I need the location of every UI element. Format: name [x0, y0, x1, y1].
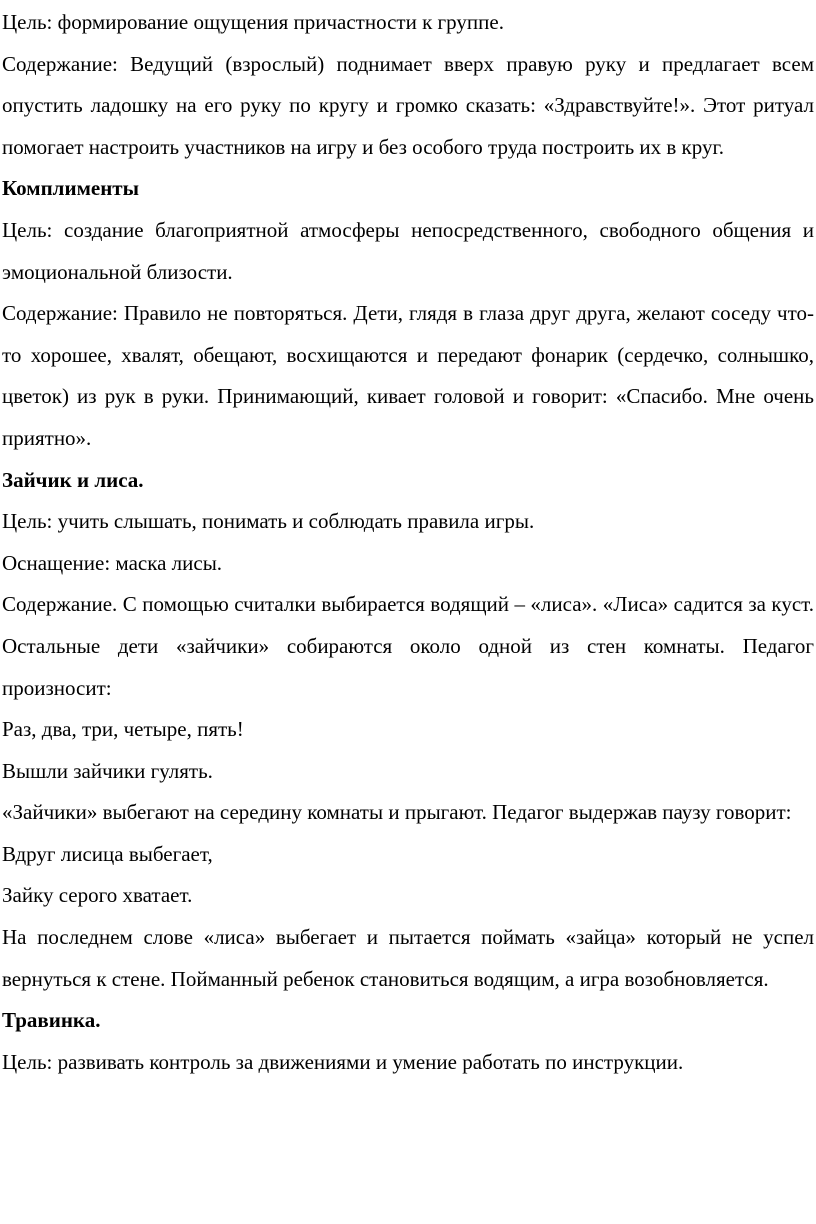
verse-line-1: Раз, два, три, четыре, пять!: [2, 717, 244, 742]
verse-line-3: Вдруг лисица выбегает,: [2, 841, 213, 866]
paragraph-goal-belonging: Цель: формирование ощущения причастности к группе.: [2, 10, 504, 34]
paragraph-goal-control: Цель: развивать контроль за движениями и умение работать по инструкции.: [2, 1049, 684, 1074]
heading-bunny-and-fox: Зайчик и лиса.: [2, 467, 144, 492]
paragraph-fox-catches: На последнем слове «лиса» выбегает и пытается поймать «зайца» который не успел вернуться к стене. Пойманный ребенок становиться водящим, а игра возобновляется.: [2, 925, 814, 991]
verse-line-4: Зайку серого хватает.: [2, 883, 193, 908]
paragraph-content-counting: Содержание. С помощью считалки выбирается водящий – «лиса». «Лиса» садится за куст. Остальные дети «зайчики» собираются около одной из стен комнаты. Педагог произносит:: [2, 592, 814, 700]
paragraph-bunnies-run: «Зайчики» выбегают на середину комнаты и прыгают. Педагог выдержав паузу говорит:: [2, 800, 792, 825]
paragraph-content-compliments: Содержание: Правило не повторяться. Дети, глядя в глаза друг друга, желают соседу что-то хорошее, хвалят, обещают, восхищаются и передают фонарик (сердечко, солнышко, цветок) из рук в руки. Принимающий, кивает головой и говорит: «Спасибо. Мне очень приятно».: [2, 301, 814, 450]
paragraph-equipment: Оснащение: маска лисы.: [2, 550, 223, 575]
paragraph-goal-atmosphere: Цель: создание благоприятной атмосферы непосредственного, свободного общения и эмоциональной близости.: [2, 217, 814, 284]
heading-grass-blade: Травинка.: [2, 1008, 101, 1033]
heading-compliments: Комплименты: [2, 176, 140, 201]
paragraph-goal-rules: Цель: учить слышать, понимать и соблюдать правила игры.: [2, 509, 535, 534]
verse-line-2: Вышли зайчики гулять.: [2, 758, 213, 783]
paragraph-content-greeting: Содержание: Ведущий (взрослый) поднимает вверх правую руку и предлагает всем опустить ладошку на его руку по кругу и громко сказать: «Здравствуйте!». Этот ритуал помогает настроить участников на игру и без особого труда построить их в круг.: [2, 51, 814, 159]
